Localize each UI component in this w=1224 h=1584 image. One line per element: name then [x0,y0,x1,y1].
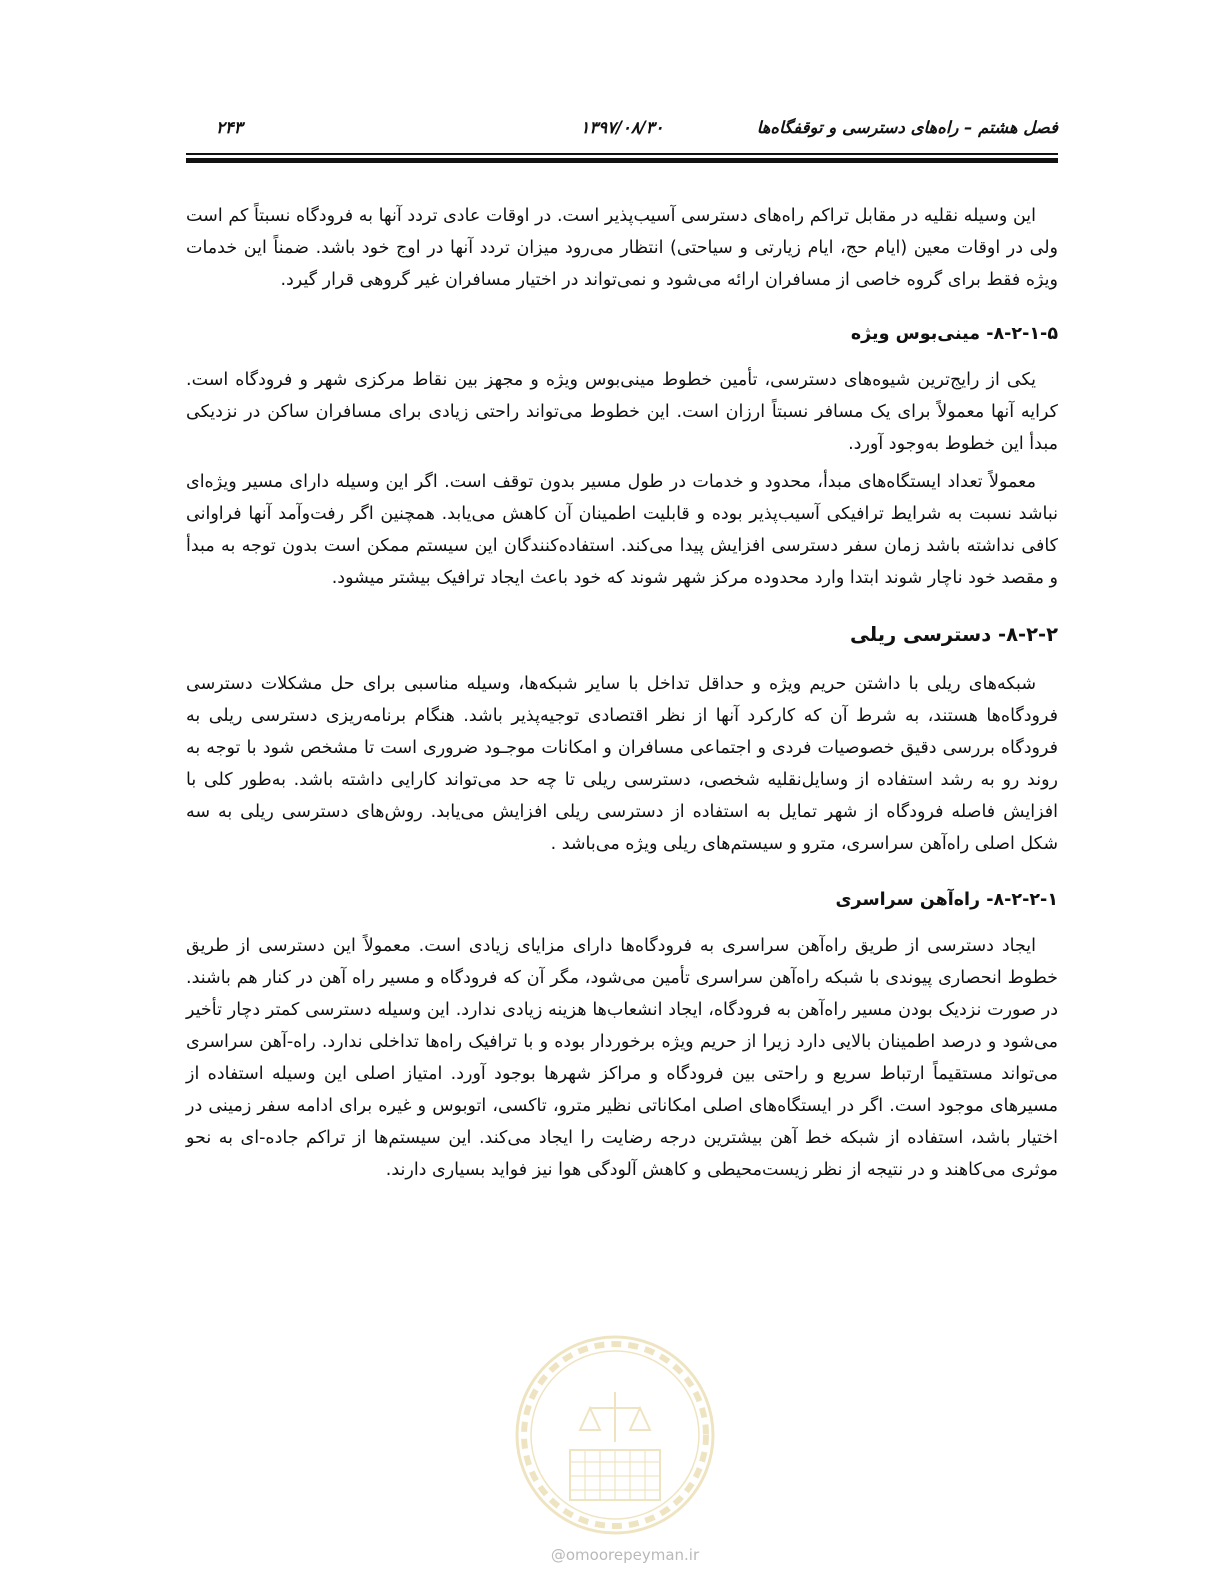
page-number: ۲۴۳ [216,118,243,137]
paragraph: معمولاً تعداد ایستگاه‌های مبدأ، محدود و خدمات در طول مسیر بدون توقف است. اگر این وسیله دارای مسیر ویژه‌ای نباشد نسبت به شرایط ترافیکی آسیب‌پذیر بوده و قابلیت اطمینان آن کاهش می‌یابد. همچنین اگر رفت‌وآمد آنها فراوانی کافی نداشته باشد زمان سفر دسترسی افزایش پیدا می‌کند. استفاده‌کنندگان این سیستم ممکن است بدون توجه به مبدأ و مقصد خود ناچار شوند ابتدا وارد محدوده مرکز شهر شوند که خود باعث ایجاد ترافیک بیشتر میشود. [186,472,1058,588]
section-heading: ۸-۲-۲- دسترسی ریلی [850,623,1058,646]
paragraph: این وسیله نقلیه در مقابل تراکم راه‌های دسترسی آسیب‌پذیر است. در اوقات عادی تردد آنها به فرودگاه نسبتاً کم است ولی در اوقات معین (ایام حج، ایام زیارتی و سیاحتی) انتظار می‌رود میزان تردد آنها در اوج خود باشد. ضمناً این خدمات ویژه فقط برای گروه خاصی از مسافران ارائه می‌شود و نمی‌تواند در اختیار مسافران غیر گروهی قرار گیرد. [186,206,1058,290]
paragraph: شبکه‌های ریلی با داشتن حریم ویژه و حداقل تداخل با سایر شبکه‌ها، وسیله مناسبی برای حل مشکلات دسترسی فرودگاه‌ها هستند، به شرط آن که کارکرد آنها از نظر اقتصادی توجیه‌پذیر باشد. هنگام برنامه‌ریزی دسترسی ریلی به فرودگاه بررسی دقیق خصوصیات فردی و اجتماعی مسافران و امکانات موجـود ضروری است تا مشخص شود با توجه به روند رو به رشد استفاده از وسایل‌نقلیه شخصی، دسترسی ریلی تا چه حد می‌تواند کارایی داشته باشد. به‌طور کلی با افزایش فاصله فرودگاه از شهر تمایل به استفاده از دسترسی ریلی افزایش می‌یابد. روش‌های دسترسی ریلی به سه شکل اصلی راه‌آهن سراسری، مترو و سیستم‌های ریلی ویژه می‌باشد . [186,674,1058,854]
running-header [186,118,1058,146]
watermark-url: @omoorepeyman.ir [550,1546,700,1564]
section-heading: ۸-۲-۲-۱- راه‌آهن سراسری [835,890,1058,910]
header-rule-thick [186,158,1058,163]
paragraph: یکی از رایج‌ترین شیوه‌های دسترسی، تأمین خطوط مینی‌بوس ویژه و مجهز بین نقاط مرکزی شهر و فرودگاه است. کرایه آنها معمولاً برای یک مسافر نسبتاً ارزان است. این خطوط می‌تواند راحتی زیادی برای مسافران ساکن در نزدیکی مبدأ این خطوط به‌وجود آورد. [186,370,1058,454]
chapter-title: فصل هشتم – راه‌های دسترسی و توقفگاه‌ها [756,118,1058,137]
document-page [186,0,1058,1584]
header-rule-thin [186,153,1058,155]
paragraph: ایجاد دسترسی از طریق راه‌آهن سراسری به فرودگاه‌ها دارای مزایای زیادی است. معمولاً این دسترسی از طریق خطوط انحصاری پیوندی با شبکه راه‌آهن سراسری تأمین می‌شود، مگر آن که فرودگاه و مسیر راه آهن در کنار هم باشند. در صورت نزدیک بودن مسیر راه‌آهن به فرودگاه، ایجاد انشعاب‌ها هزینه زیادی ندارد. این وسیله دسترسی کمتر دچار تأخیر می‌شود و درصد اطمینان بالایی دارد زیرا از حریم ویژه برخوردار بوده و با ترافیک راه‌ها تداخلی ندارد. راه-آهن سراسری می‌تواند مستقیماً ارتباط سریع و راحتی بین فرودگاه و مراکز شهرها بوجود آورد. امتیاز اصلی این وسیله استفاده از مسیرهای موجود است. اگر در ایستگاه‌های اصلی امکاناتی نظیر مترو، تاکسی، اتوبوس و غیره برای ادامه سفر زمینی در اختیار باشد، استفاده از شبکه خط آهن بیشترین درجه رضایت را ایجاد می‌کند. این سیستم‌ها از تراکم جاده-ای به نحو موثری می‌کاهند و در نتیجه از نظر زیست‌محیطی و کاهش آلودگی هوا نیز فواید بسیاری دارند. [186,936,1058,1180]
section-heading: ۸-۲-۱-۵- مینی‌بوس ویژه [850,324,1058,344]
header-date: ۱۳۹۷/۰۸/۳۰ [580,118,664,137]
body-text [186,200,1058,1186]
